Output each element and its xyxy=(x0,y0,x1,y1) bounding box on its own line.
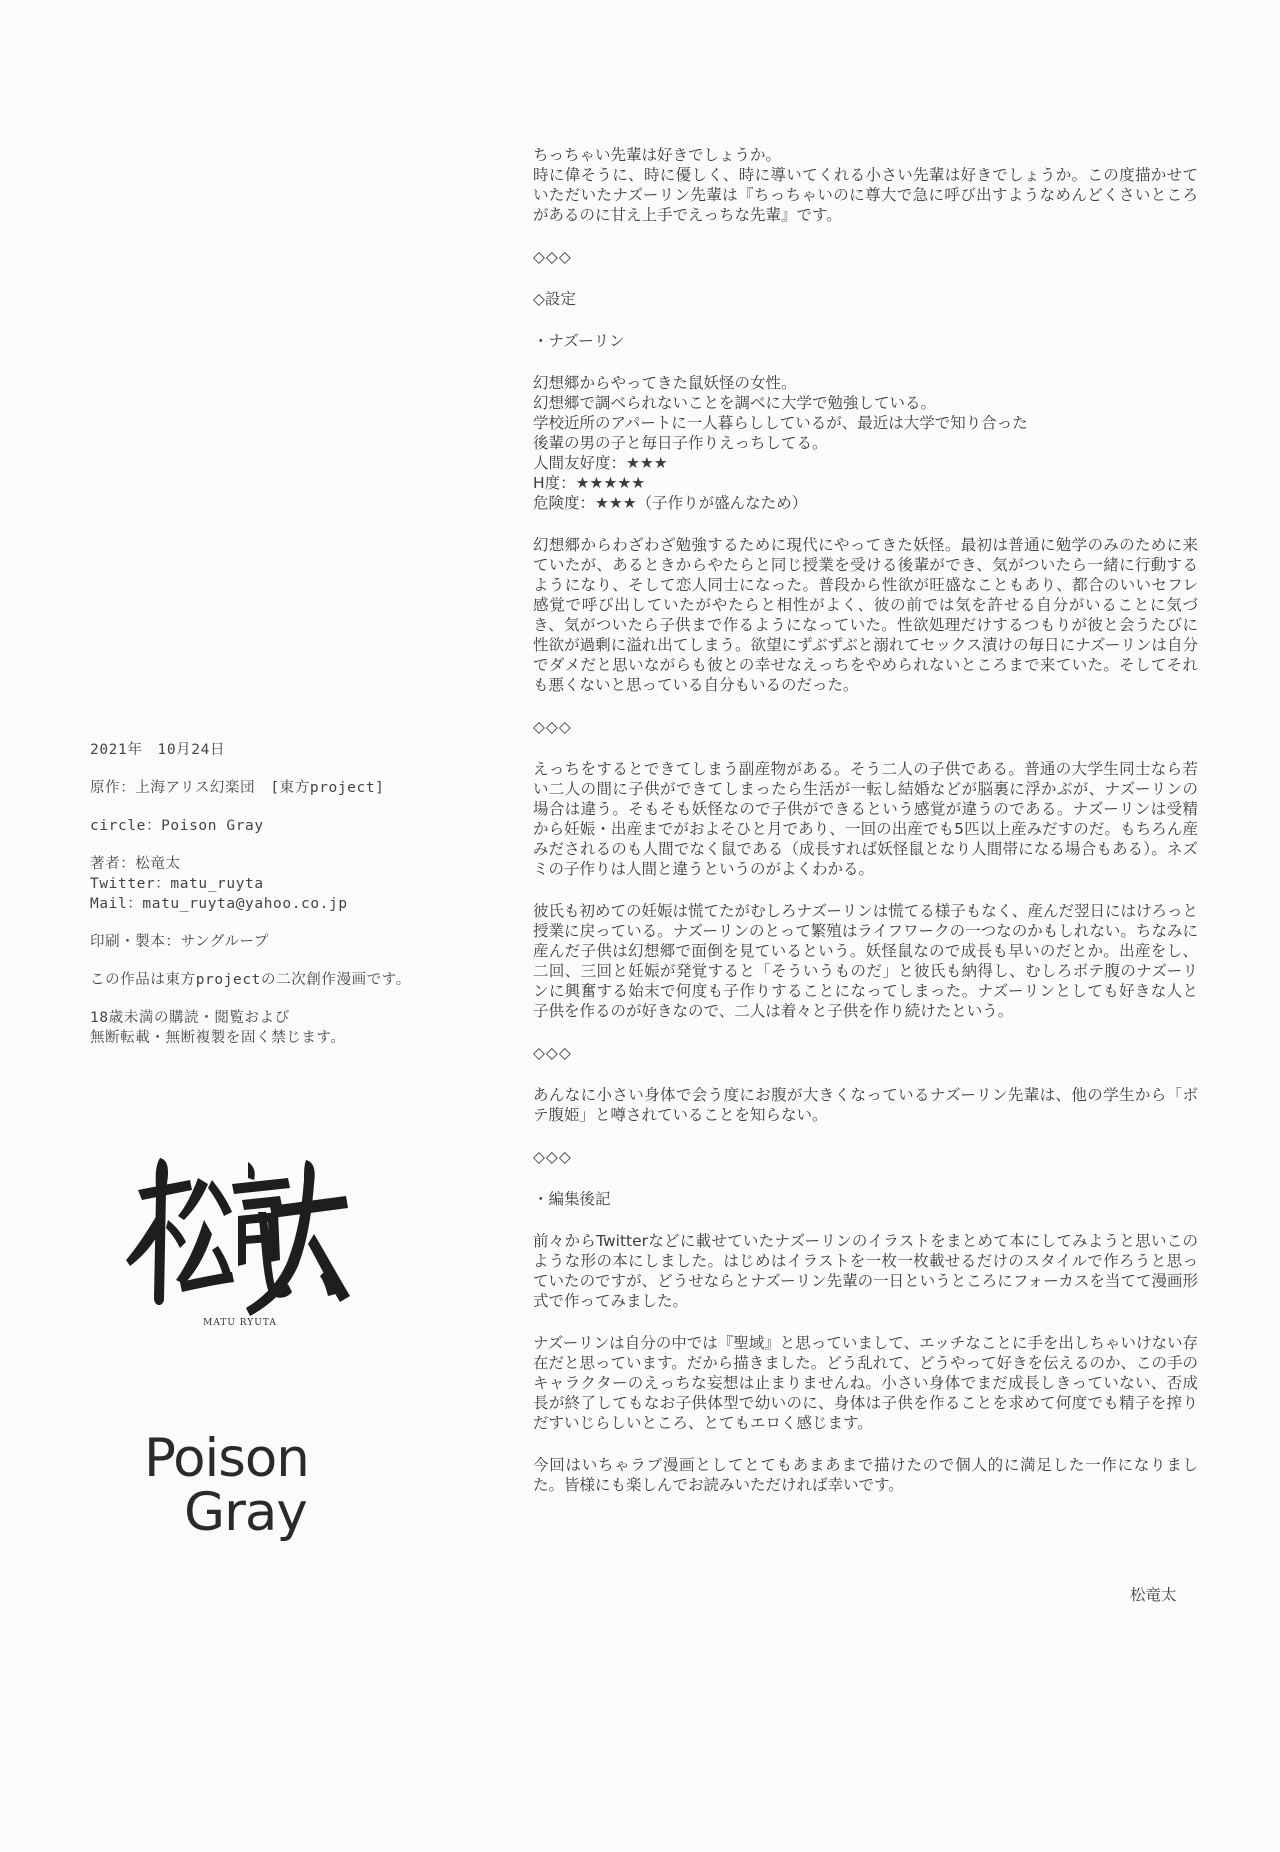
section-separator: ◇◇◇ xyxy=(533,1148,572,1166)
publication-date: 2021年 10月24日 xyxy=(90,742,226,758)
age-warning-line-1: 18歳未満の購読・閲覧および xyxy=(90,1010,290,1026)
original-work: 原作：上海アリス幻楽団 [東方project] xyxy=(90,780,385,796)
intro-line-1: ちっちゃい先輩は好きでしょうか。 xyxy=(533,146,782,164)
colophon xyxy=(90,740,510,1048)
printer: 印刷・製本：サングループ xyxy=(90,934,270,950)
circle-wordmark xyxy=(140,1428,360,1543)
author-calligraphy-logo xyxy=(120,1150,360,1330)
twitter-handle: Twitter：matu_ruyta xyxy=(90,876,264,892)
profile-line: 幻想郷からやってきた鼠妖怪の女性。 xyxy=(533,374,797,392)
calligraphy-icon xyxy=(120,1150,360,1320)
profile-stat-friendliness: 人間友好度：★★★ xyxy=(533,454,668,472)
author-signature: 松竜太 xyxy=(1130,1586,1177,1604)
section-separator: ◇◇◇ xyxy=(533,718,572,736)
rumor-paragraph: あんなに小さい身体で会う度にお腹が大きくなっているナズーリン先輩は、他の学生から「ボテ腹姫」と噂されていることを知らない。 xyxy=(533,1086,1198,1124)
profile-line: 後輩の男の子と毎日子作りえっちしてる。 xyxy=(533,434,828,452)
editor-notes-heading: ・編集後記 xyxy=(533,1190,611,1208)
circle-wordmark-line-1: Poison xyxy=(144,1428,309,1489)
byproduct-paragraph: えっちをするとできてしまう副産物がある。そう二人の子供である。普通の大学生同士なら若い二人の間に子供ができてしまったら生活が一転し結婚などが脳裏に浮かぶが、ナズーリンの場合は違う。そもそも妖怪なので子供ができるという感覚が違うのである。ナズーリンは受精から妊娠・出産までがおよそひと月であり、一回の出産でも5匹以上産みだすのだ。もちろん産みだされるのも人間でなく鼠である（成長すれば妖怪鼠となり人間帯になる場合もある）。ネズミの子作りは人間と違うというのがよくわかる。 xyxy=(533,760,1198,878)
derivative-notice: この作品は東方projectの二次創作漫画です。 xyxy=(90,972,411,988)
profile-stat-h: H度：★★★★★ xyxy=(533,474,646,492)
afterword xyxy=(533,145,1198,1495)
circle-wordmark-line-2: Gray xyxy=(184,1482,307,1543)
character-heading: ・ナズーリン xyxy=(533,332,625,350)
boyfriend-paragraph: 彼氏も初めての妊娠は慌てたがむしろナズーリンは慌てる様子もなく、産んだ翌日にはけろっと授業に戻っている。ナズーリンのとって繁殖はライフワークの一つなのかもしれない。ちなみに産んだ子供は幻想郷で面倒を見ているという。妖怪鼠なので成長も早いのだとか。出産をし、二回、三回と妊娠が発覚すると「そういうものだ」と彼氏も納得し、むしろボテ腹のナズーリンに興奮する始末で何度も子作りすることになってしまった。ナズーリンとしても好きな人と子供を作るのが好きなので、二人は着々と子供を作り続けたという。 xyxy=(533,902,1198,1020)
author-name: 著者：松竜太 xyxy=(90,856,181,872)
profile-line: 学校近所のアパートに一人暮らししているが、最近は大学で知り合った xyxy=(533,414,1028,432)
age-warning-line-2: 無断転載・無断複製を固く禁じます。 xyxy=(90,1030,346,1046)
editor-paragraph-2: ナズーリンは自分の中では『聖域』と思っていまして、エッチなことに手を出しちゃいけない存在だと思っています。だから描きました。どう乱れて、どうやって好きを伝えるのか、この手のキャラクターのえっちな妄想は止まりませんね。小さい身体でまだ成長しきっていない、否成長が終了してもなお子供体型で幼いのに、身体は子供を作ることを求めて何度でも精子を搾りだすいじらしいところ、とてもエロく感じます。 xyxy=(533,1334,1198,1432)
settings-heading: ◇設定 xyxy=(533,290,576,308)
section-separator: ◇◇◇ xyxy=(533,248,572,266)
intro-paragraph: 時に偉そうに、時に優しく、時に導いてくれる小さい先輩は好きでしょうか。この度描かせていただいたナズーリン先輩は『ちっちゃいのに尊大で急に呼び出すようなめんどくさいところがあるのに甘え上手でえっちな先輩』です。 xyxy=(533,166,1198,224)
mail-address: Mail：matu_ruyta@yahoo.co.jp xyxy=(90,896,348,912)
circle-name: circle：Poison Gray xyxy=(90,818,264,834)
profile-line: 幻想郷で調べられないことを調べに大学で勉強している。 xyxy=(533,394,937,412)
profile-stat-danger: 危険度：★★★（子作りが盛んなため） xyxy=(533,494,808,512)
author-romanized-caption: MATU RYUTA xyxy=(203,1318,277,1328)
section-separator: ◇◇◇ xyxy=(533,1044,572,1062)
editor-paragraph-1: 前々からTwitterなどに載せていたナズーリンのイラストをまとめて本にしてみようと思いこのような形の本にしました。はじめはイラストを一枚一枚載せるだけのスタイルで作ろうと思っていたのですが、どうせならとナズーリン先輩の一日というところにフォーカスを当てて漫画形式で作ってみました。 xyxy=(533,1232,1198,1310)
character-profile xyxy=(533,373,1198,513)
story-paragraph: 幻想郷からわざわざ勉強するために現代にやってきた妖怪。最初は普通に勉学のみのために来ていたが、あるときからやたらと同じ授業を受ける後輩ができ、気がついたら一緒に行動するようになり、そして恋人同士になった。普段から性欲が旺盛なこともあり、都合のいいセフレ感覚で呼び出していたがやたらと相性がよく、彼の前では気を許せる自分がいることに気づき、気がついたら子供まで作るようになっていた。性欲処理だけするつもりが彼と会うたびに性欲が過剰に溢れ出てしまう。欲望にずぶずぶと溺れてセックス漬けの毎日にナズーリンは自分でダメだと思いながらも彼との幸せなえっちをやめられないところまで来ていた。そしてそれも悪くないと思っている自分もいるのだった。 xyxy=(533,536,1198,694)
editor-paragraph-3: 今回はいちゃラブ漫画としてとてもあまあまで描けたので個人的に満足した一作になりました。皆様にも楽しんでお読みいただければ幸いです。 xyxy=(533,1456,1198,1494)
